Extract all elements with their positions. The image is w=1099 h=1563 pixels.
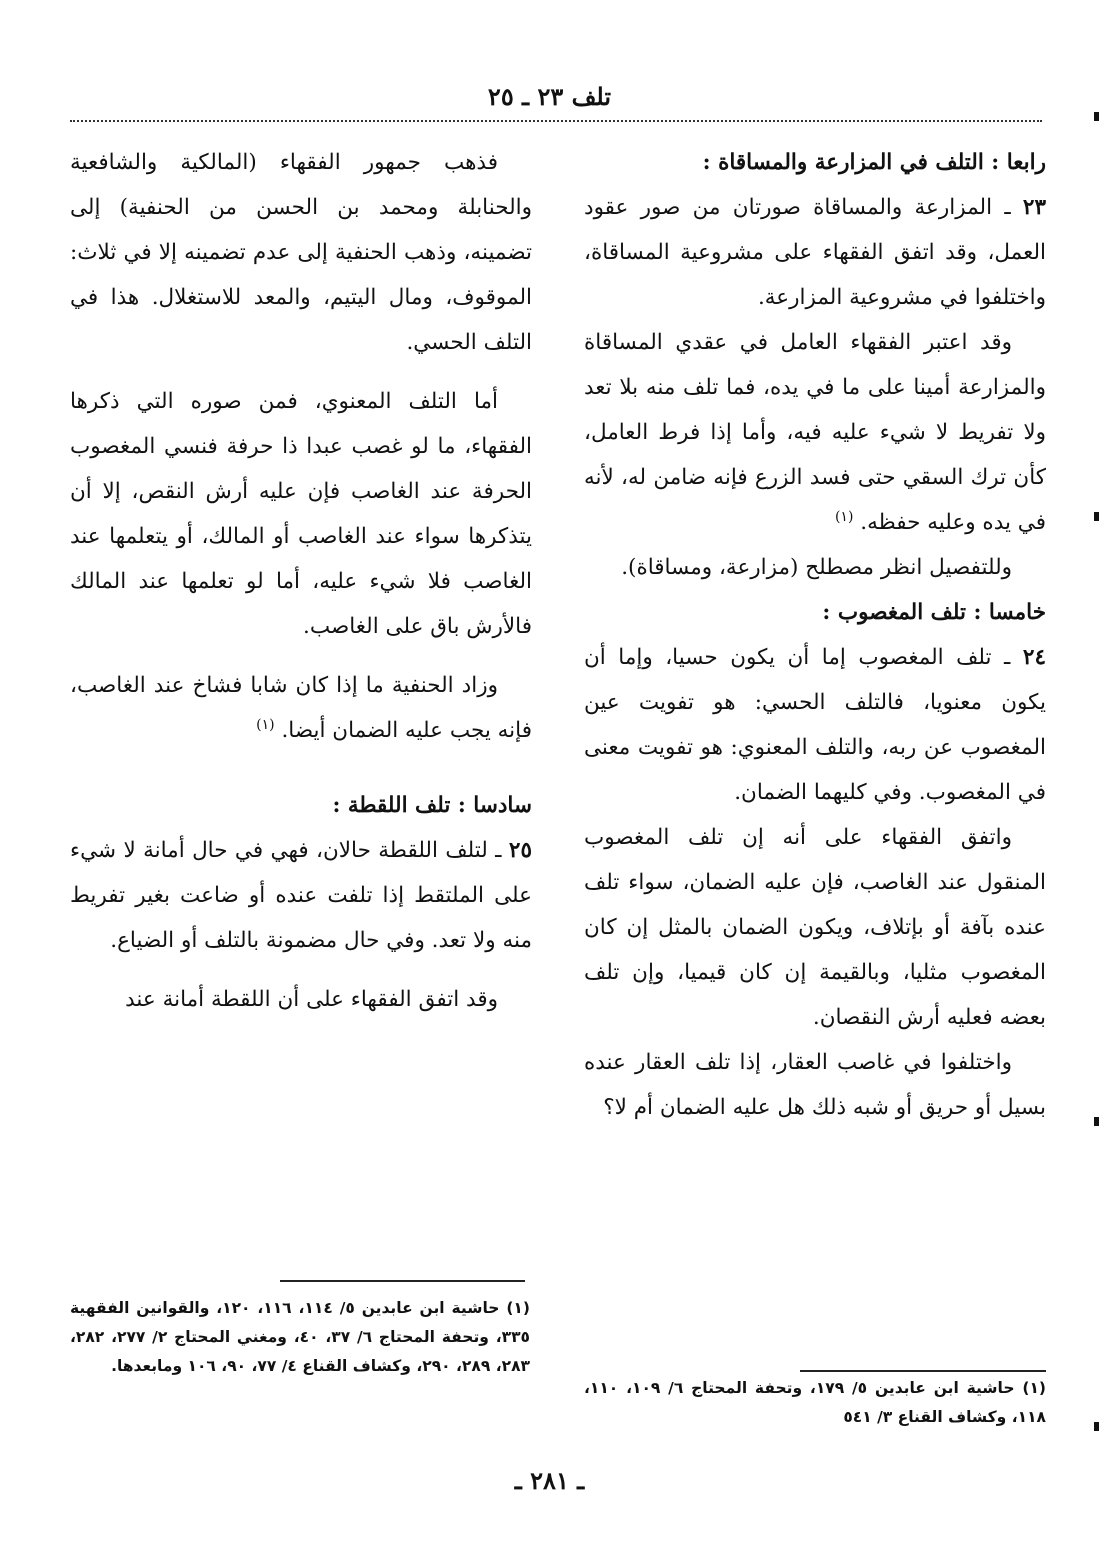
section-heading-6: سادسا : تلف اللقطة : <box>332 793 532 818</box>
paragraph-number-25: ٢٥ <box>508 838 532 863</box>
paragraph-23c: وللتفصيل انظر مصطلح (مزارعة، ومساقاة). <box>621 555 1012 580</box>
paragraph-23b-text: وقد اعتبر الفقهاء العامل في عقدي المساقاة والمزارعة أمينا على ما في يده، فما تلف منه بلا تعد ولا تفريط لا شيء عليه فيه، وأما إذا فرط العامل، كأن ترك السقي حتى فسد الزرع فإنه ضامن له، لأنه في يده وعليه حفظه. <box>584 330 1046 535</box>
section-heading-4: رابعا : التلف في المزارعة والمساقاة : <box>702 150 1046 175</box>
footnote-rule-left <box>280 1280 525 1282</box>
paragraph-25 <box>70 828 532 963</box>
paragraph-left-2: أما التلف المعنوي، فمن صوره التي ذكرها الفقهاء، ما لو غصب عبدا ذا حرفة فنسي المغصوب الحرفة عند الغاصب فإن عليه أرش النقص، إلا أن يتذكرها سواء عند الغاصب أو المالك، أو يتعلمها عند الغاصب فلا شيء عليه، أما لو تعلمها عند المالك فالأرش باق على الغاصب. <box>70 389 532 639</box>
paragraph-left-3-text: وزاد الحنفية ما إذا كان شابا فشاخ عند الغاصب، فإنه يجب عليه الضمان أيضا. <box>70 673 532 743</box>
section-heading-5: خامسا : تلف المغصوب : <box>822 600 1046 625</box>
paragraph-23 <box>584 185 1046 320</box>
paragraph-25-text: ـ لتلف اللقطة حالان، فهي في حال أمانة لا شيء على الملتقط إذا تلفت عنده أو ضاعت بغير تفريط منه ولا تعد. وفي حال مضمونة بالتلف أو الضياع. <box>70 838 532 953</box>
paragraph-number-23: ٢٣ <box>1022 195 1046 220</box>
footnote-left: (١) حاشية ابن عابدين ٥/ ١١٤، ١١٦، ١٢٠، والقوانين الفقهية ٣٣٥، وتحفة المحتاج ٦/ ٣٧، ٤٠، ومغني المحتاج ٢/ ٢٧٧، ٢٨٢، ٢٨٣، ٢٨٩، ٢٩٠، وكشاف القناع ٤/ ٧٧، ٩٠، ١٠٦ ومابعدها. <box>70 1299 530 1375</box>
running-header: تلف ٢٣ ـ ٢٥ <box>487 82 612 111</box>
left-column <box>70 140 532 1022</box>
scan-edge-mark <box>1094 112 1099 121</box>
paragraph-24-text: ـ تلف المغصوب إما أن يكون حسيا، وإما أن يكون معنويا، فالتلف الحسي: هو تفويت عين المغصوب عن ربه، والتلف المعنوي: هو تفويت معنى في المغصوب. وفي كليهما الضمان. <box>584 645 1046 805</box>
paragraph-23-text: ـ المزارعة والمساقاة صورتان من صور عقود العمل، وقد اتفق الفقهاء على مشروعية المساقاة، واختلفوا في مشروعية المزارعة. <box>584 195 1046 310</box>
scan-edge-mark <box>1094 1117 1099 1126</box>
header-dotted-rule <box>70 120 1042 122</box>
paragraph-left-3 <box>70 663 532 753</box>
paragraph-number-24: ٢٤ <box>1022 645 1046 670</box>
footnote-rule-right <box>800 1370 1046 1372</box>
scan-edge-mark <box>1094 512 1099 521</box>
right-column <box>584 140 1046 1130</box>
paragraph-left-1: فذهب جمهور الفقهاء (المالكية والشافعية والحنابلة ومحمد بن الحسن من الحنفية) إلى تضمينه، وذهب الحنفية إلى عدم تضمينه إلا في ثلاث: الموقوف، ومال اليتيم، والمعد للاستغلال. هذا في التلف الحسي. <box>70 150 532 355</box>
footnote-ref: (١) <box>256 716 275 733</box>
paragraph-24 <box>584 635 1046 815</box>
footnote-right: (١) حاشية ابن عابدين ٥/ ١٧٩، وتحفة المحتاج ٦/ ١٠٩، ١١٠، ١١٨، وكشاف القناع ٣/ ٥٤١ <box>584 1379 1046 1426</box>
paragraph-24b: واتفق الفقهاء على أنه إن تلف المغصوب المنقول عند الغاصب، فإن عليه الضمان، سواء تلف عنده بآفة أو بإتلاف، ويكون الضمان بالمثل إن كان المغصوب مثليا، وبالقيمة إن كان قيميا، وإن تلف بعضه فعليه أرش النقصان. <box>584 825 1046 1030</box>
footnote-ref: (١) <box>834 508 854 525</box>
paragraph-25b: وقد اتفق الفقهاء على أن اللقطة أمانة عند <box>125 987 498 1012</box>
scan-edge-mark <box>1094 1422 1099 1431</box>
paragraph-23b <box>584 320 1046 545</box>
page-number: ـ ٢٨١ ـ <box>514 1466 585 1495</box>
paragraph-24c: واختلفوا في غاصب العقار، إذا تلف العقار عنده بسيل أو حريق أو شبه ذلك هل عليه الضمان أم لا؟ <box>584 1050 1046 1120</box>
